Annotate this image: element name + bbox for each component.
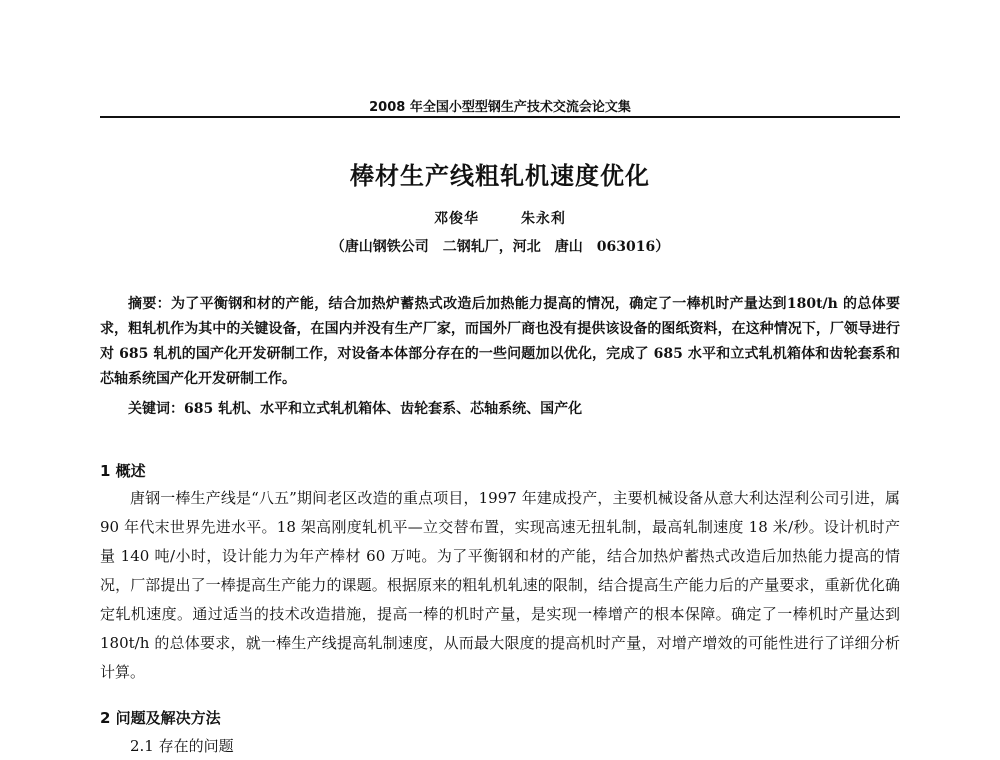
abstract-text: 为了平衡钢和材的产能，结合加热炉蓄热式改造后加热能力提高的情况，确定了一棒机时产量达到180t/h 的总体要求，粗轧机作为其中的关键设备，在国内并没有生产厂家，而国外厂商也没有提供该设备的图纸资料，在这种情况下，厂领导进行对 685 轧机的国产化开发研制工作，对设备本体部分存在的一些问题加以优化，完成了 685 水平和立式轧机箱体和齿轮套系和芯轴系统国产化开发研制工作。 [100,296,900,387]
section-1-body [100,484,900,687]
paper-title: 棒材生产线粗轧机速度优化 [350,161,650,190]
keywords [100,398,928,418]
author-1: 邓俊华 [434,211,480,227]
proceedings-header: 2008 年全国小型型钢生产技术交流会论文集 [369,100,631,115]
abstract-label: 摘要： [128,296,171,312]
affiliation: （唐山钢铁公司 二钢轧厂，河北 唐山 063016） [330,239,670,255]
section-1-heading: 1 概述 [100,462,146,480]
section-2-heading: 2 问题及解决方法 [100,709,221,727]
author-2: 朱永利 [520,211,566,227]
subsection-2-1-heading: 2.1 存在的问题 [130,737,234,755]
section-1-paragraph: 唐钢一棒生产线是“八五”期间老区改造的重点项目，1997 年建成投产，主要机械设备从意大利达涅利公司引进，属 90 年代末世界先进水平。18 架高刚度轧机平—立交替布置，实现高速无扭轧制，最高轧制速度 18 米/秒。设计机时产量 140 吨/小时，设计能力为年产棒材 60 万吨。为了平衡钢和材的产能，结合加热炉蓄热式改造后加热能力提高的情况，厂部提出了一棒提高生产能力的课题。根据原来的粗轧机轧速的限制，结合提高生产能力后的产量要求，重新优化确定轧机速度。通过适当的技术改造措施，提高一棒的机时产量，是实现一棒增产的根本保障。确定了一棒机时产量达到 180t/h 的总体要求，就一棒生产线提高轧制速度，从而最大限度的提高机时产量，对增产增效的可能性进行了详细分析计算。 [100,489,900,681]
keywords-label: 关键词： [128,401,184,417]
keywords-text: 685 轧机、水平和立式轧机箱体、齿轮套系、芯轴系统、国产化 [184,401,583,417]
authors [0,208,1000,228]
header-rule [100,116,900,118]
abstract [100,292,900,392]
